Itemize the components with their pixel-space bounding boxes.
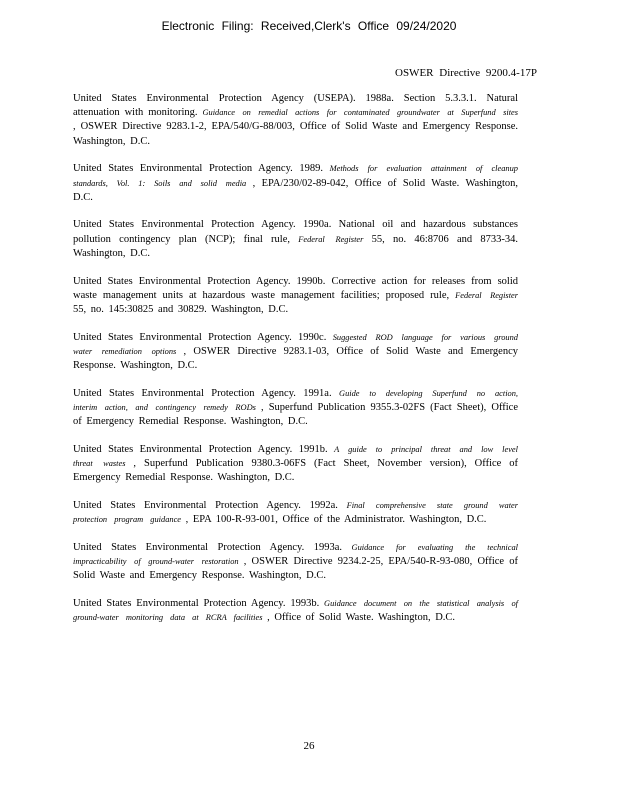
reference-list (73, 92, 518, 639)
reference-text: , OSWER Directive 9283.1-03, Office of Solid Waste and Emergency Response. Washington, D.C. (73, 345, 518, 372)
reference-text: , Superfund Publication 9355.3-02FS (Fact Sheet), Office of Emergency Remedial Response. Washington, D.C. (73, 401, 518, 428)
reference-text: United States Environmental Protection Agency. 1993b. (73, 597, 325, 609)
reference-text: United States Environmental Protection Agency. 1989. (73, 163, 330, 175)
filing-stamp: Electronic Filing: Received,Clerk's Office 09/24/2020 (161, 19, 457, 33)
reference-text: , EPA/230/02-89-042, Office of Solid Waste. Washington, D.C. (73, 177, 518, 203)
reference-text: 55, no. 46:8706 and 8733-34. Washington, D.C. (73, 233, 518, 259)
reference-text: United States Environmental Protection Agency. 1990b. Corrective action for releases from solid waste management units at hazardous waste management facilities; proposed rule, (73, 275, 518, 301)
reference-title: A guide to principal threat and low level threat wastes (73, 444, 518, 469)
reference-text: , Superfund Publication 9380.3-06FS (Fact Sheet, November version), Office of Emergency Remedial Response. Washington, D.C. (73, 458, 519, 484)
reference-title: Guidance document on the statistical analysis of ground-water monitoring data at RCRA facilities (73, 598, 518, 623)
reference-text: , Office of Solid Waste. Washington, D.C. (262, 612, 456, 624)
reference-title: Guidance for evaluating the technical impracticability of ground-water restoration (73, 542, 518, 567)
directive-number: OSWER Directive 9200.4-17P (395, 67, 537, 79)
reference-title: Final comprehensive state ground water protection program guidance (73, 500, 518, 525)
reference-entry (73, 331, 518, 374)
reference-text: , OSWER Directive 9283.1-2, EPA/540/G-88/003, Office of Solid Waste and Emergency Response. Washington, D.C. (73, 121, 518, 147)
reference-text: United States Environmental Protection Agency. 1990c. (73, 331, 333, 343)
reference-entry (73, 218, 518, 261)
reference-entry (73, 162, 518, 205)
reference-text: , EPA 100-R-93-001, Office of the Administrator. Washington, D.C. (181, 514, 487, 526)
reference-text: United States Environmental Protection Agency (USEPA). 1988a. Section 5.3.3.1. Natural attenuation with monitoring. (73, 93, 518, 119)
reference-title: Guide to developing Superfund no action, interim action, and contingency remedy RODs (73, 388, 518, 412)
reference-text: United States Environmental Protection Agency. 1992a. (73, 499, 347, 511)
reference-entry (73, 499, 518, 527)
reference-title: Federal Register (455, 290, 518, 300)
reference-text: 55, no. 145:30825 and 30829. Washington, D.C. (73, 303, 289, 315)
reference-title: Suggested ROD language for various ground water remediation options (73, 332, 518, 356)
reference-entry (73, 597, 518, 625)
reference-text: United States Environmental Protection Agency. 1993a. (73, 541, 352, 553)
reference-title: Guidance on remedial actions for contaminated groundwater at Superfund sites (202, 108, 518, 118)
reference-entry (73, 443, 518, 486)
reference-title: Methods for evaluation attainment of cleanup standards, Vol. 1: Soils and solid media (73, 164, 518, 188)
reference-text: , OSWER Directive 9234.2-25, EPA/540-R-93-080, Office of Solid Waste and Emergency Response. Washington, D.C. (73, 556, 518, 582)
reference-entry (73, 541, 518, 584)
reference-text: United States Environmental Protection Agency. 1991a. (73, 387, 340, 399)
reference-title: Federal Register (298, 234, 364, 244)
reference-entry (73, 387, 518, 430)
reference-text: United States Environmental Protection Agency. 1991b. (73, 443, 335, 455)
reference-entry (73, 275, 518, 318)
page-number: 26 (303, 740, 315, 752)
reference-entry (73, 92, 518, 149)
reference-text: United States Environmental Protection Agency. 1990a. National oil and hazardous substances pollution contingency plan (NCP); final rule, (73, 219, 518, 245)
